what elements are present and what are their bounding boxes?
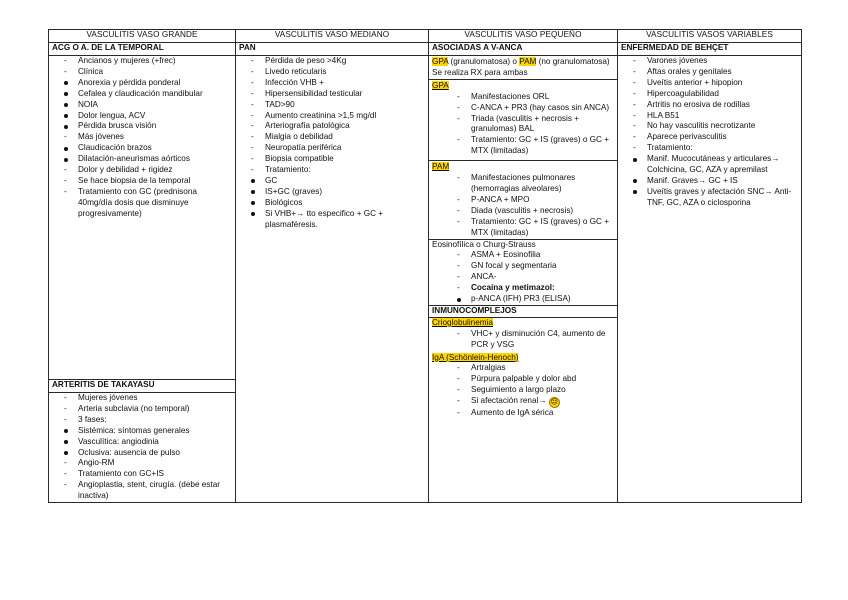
bullet-dash-icon (251, 165, 261, 176)
bullet-dot-icon (64, 121, 74, 132)
list-item (64, 56, 232, 67)
bullet-dot-icon (251, 198, 261, 209)
list-item (64, 480, 232, 502)
body-row-top (49, 56, 802, 380)
list-item-text: C-ANCA + PR3 (hay casos sin ANCA) (471, 102, 610, 112)
bullet-dash-icon (457, 283, 467, 294)
list-item-text: VHC+ y disminución C4, aumento de PCR y VSG (471, 328, 606, 349)
list-item-text: No hay vasculitis necrotizante (647, 121, 756, 131)
bullet-dash-icon (64, 132, 74, 143)
list-item (251, 209, 425, 231)
crio-list (445, 329, 614, 351)
gpa-highlight: GPA (432, 57, 449, 66)
list-item-text: Arteria subclavia (no temporal) (78, 403, 190, 413)
bullet-dot-icon (457, 294, 467, 305)
list-item-text: Tratamiento con GC+IS (78, 469, 164, 479)
bullet-dot-icon (64, 143, 74, 154)
list-item-text: Tratamiento: GC + IS (graves) o GC + MTX (limitadas) (471, 216, 610, 237)
pam-desc: (no granulomatosa) (536, 57, 610, 66)
list-item-text: Uveítis anterior + hipopion (647, 77, 743, 87)
list-item (457, 363, 614, 374)
bullet-dash-icon (251, 154, 261, 165)
acg-cell (49, 56, 236, 380)
list-item (64, 154, 232, 165)
list-item-text: Diada (vasculitis + necrosis) (471, 205, 574, 215)
list-item (251, 187, 425, 198)
list-item (633, 56, 798, 67)
list-item-text: GN focal y segmentaria (471, 261, 557, 271)
list-item (251, 78, 425, 89)
list-item-text: Tratamiento: (647, 143, 693, 153)
gpa-desc: (granulomatosa) o (448, 57, 520, 66)
list-item (251, 132, 425, 143)
list-item-text: Mialgia o debilidad (265, 132, 333, 142)
bullet-dash-icon (633, 100, 643, 111)
churg-list (445, 250, 614, 305)
bullet-dash-icon (251, 56, 261, 67)
bullet-dash-icon (457, 250, 467, 261)
list-item-text: Infección VHB + (265, 77, 324, 87)
list-item-text: IS+GC (graves) (265, 186, 323, 196)
bullet-dash-icon (633, 121, 643, 132)
list-item-text: Manif. Graves→ GC + IS (647, 175, 738, 185)
list-item (64, 469, 232, 480)
list-item-text: Clínica (78, 66, 104, 76)
list-item-text: Neuropatía periférica (265, 143, 342, 153)
sad-face-icon: ☹ (550, 399, 558, 407)
bullet-dash-icon (64, 393, 74, 404)
bullet-dash-icon (64, 415, 74, 426)
list-item (64, 437, 232, 448)
list-item-text: Biopsia compatible (265, 154, 334, 164)
list-item-text: Varones jóvenes (647, 56, 708, 65)
bullet-dash-icon (64, 404, 74, 415)
list-item (633, 111, 798, 122)
list-item (64, 89, 232, 100)
list-item (457, 173, 614, 195)
acg-list (52, 56, 232, 220)
bullet-dash-icon (64, 469, 74, 480)
list-item (633, 176, 798, 187)
bullet-dash-icon (633, 56, 643, 67)
list-item-text: Aumento de IgA sérica (471, 408, 554, 418)
list-item (457, 92, 614, 103)
list-item-text: P-ANCA + MPO (471, 194, 530, 204)
iga-label: IgA (Schönlein-Henoch) (432, 352, 519, 362)
bullet-dash-icon (457, 385, 467, 396)
list-item-text: Pérdida brusca visión (78, 121, 157, 131)
pam-subsection (429, 160, 617, 173)
bullet-dash-icon (457, 261, 467, 272)
list-item (64, 132, 232, 143)
bullet-dash-icon (457, 329, 467, 340)
header-row (49, 30, 802, 43)
list-item (457, 385, 614, 396)
list-item (457, 250, 614, 261)
list-item (251, 176, 425, 187)
list-item-text: Hipercoagulabilidad (647, 88, 719, 98)
bullet-dot-icon (633, 176, 643, 187)
bullet-dash-icon (457, 135, 467, 146)
list-item-text: Arteriografía patológica (265, 121, 350, 131)
pam-sub-label: PAM (432, 162, 450, 172)
list-item-text: NOIA (78, 99, 99, 109)
list-item-text: p-ANCA (IFH) PR3 (ELISA) (471, 294, 571, 304)
list-item (633, 67, 798, 78)
bullet-dash-icon (633, 111, 643, 122)
list-item-text: Manif. Mucocutáneas y articulares→ Colchicina, GC, AZA y apremilast (647, 154, 780, 175)
gpa-pam-intro (432, 56, 614, 68)
bullet-dash-icon (457, 363, 467, 374)
list-item-text: Si VHB+→ tto especifico + GC + plasmaféresis. (265, 208, 384, 229)
bullet-dot-icon (633, 187, 643, 198)
list-item-text: Uveítis graves y afectación SNC→ Anti-TNF, GC, AZA o ciclosporina (647, 186, 792, 207)
bullet-dash-icon (457, 396, 467, 407)
crio-label: Crioglobulinemia (432, 317, 493, 327)
list-item-text: Cefalea y claudicación mandibular (78, 88, 203, 98)
bullet-dash-icon (64, 56, 74, 67)
pequeno-cell (429, 56, 618, 503)
list-item (64, 67, 232, 78)
list-item-text: Angio-RM (78, 458, 115, 468)
list-item (64, 100, 232, 111)
list-item-text: Triada (vasculitis + necrosis + granulomas) BAL (471, 113, 579, 134)
bullet-dash-icon (64, 480, 74, 491)
list-item (457, 261, 614, 272)
list-item-text: Angioplastia, stent, cirugía. (debe estar inactiva) (78, 480, 220, 501)
list-item (251, 89, 425, 100)
bullet-dash-icon (251, 143, 261, 154)
pam-list (445, 173, 614, 238)
list-item-text: Cocaína y metimazol: (471, 283, 555, 293)
list-item-text: Manifestaciones ORL (471, 91, 550, 101)
list-item (457, 272, 614, 283)
bullet-dot-icon (64, 78, 74, 89)
list-item (633, 89, 798, 100)
list-item (251, 67, 425, 78)
behcet-title: ENFERMEDAD DE BEHÇET (618, 43, 802, 56)
bullet-dash-icon (251, 100, 261, 111)
list-item (251, 56, 425, 67)
list-item (457, 135, 614, 157)
list-item-text: Aparece perivasculitis (647, 132, 727, 142)
list-item (251, 198, 425, 209)
pan-cell (236, 56, 429, 503)
acg-title: ACG O A. DE LA TEMPORAL (49, 43, 236, 56)
list-item (64, 143, 232, 154)
list-item (457, 114, 614, 136)
bullet-dash-icon (251, 89, 261, 100)
list-item (457, 408, 614, 419)
bullet-dot-icon (64, 448, 74, 459)
anca-title: ASOCIADAS A V-ANCA (429, 43, 618, 56)
iga-subsection (432, 351, 614, 364)
list-item-text: ANCA- (471, 272, 497, 282)
list-item-text: Dilatación-aneurismas aórticos (78, 154, 190, 164)
list-item (64, 458, 232, 469)
list-item (457, 103, 614, 114)
list-item-text: Tratamiento: (265, 165, 311, 175)
bullet-dash-icon (64, 176, 74, 187)
gpa-subsection (429, 79, 617, 92)
gpa-sub-label: GPA (432, 80, 449, 90)
iga-list (445, 363, 614, 419)
list-item (251, 100, 425, 111)
list-item (457, 195, 614, 206)
bullet-dot-icon (64, 437, 74, 448)
header-vaso-grande: VASCULITIS VASO GRANDE (49, 30, 236, 43)
list-item (457, 396, 614, 408)
list-item (633, 121, 798, 132)
behcet-list (621, 56, 798, 209)
bullet-dash-icon (633, 78, 643, 89)
crio-subsection (429, 317, 617, 329)
list-item-text: Dolor lengua, ACV (78, 110, 146, 120)
list-item-text: Púrpura palpable y dolor abd (471, 374, 577, 384)
list-item-text: Dolor y debilidad + rigidez (78, 165, 173, 175)
list-item-text: GC (265, 175, 278, 185)
list-item-text: Aumento creatinina >1,5 mg/dl (265, 110, 377, 120)
bullet-dash-icon (633, 67, 643, 78)
list-item-text: ASMA + Eosinofilia (471, 250, 541, 260)
list-item-text: Anorexia y pérdida ponderal (78, 77, 181, 87)
list-item (457, 294, 614, 305)
header-vaso-pequeno: VASCULITIS VASO PEQUEÑO (429, 30, 618, 43)
pan-list (239, 56, 425, 231)
list-item-text: 3 fases: (78, 414, 107, 424)
list-item (251, 111, 425, 122)
bullet-dot-icon (64, 111, 74, 122)
inmuno-title: INMUNOCOMPLEJOS (429, 305, 617, 317)
list-item (457, 329, 614, 351)
bullet-dash-icon (457, 114, 467, 125)
bullet-dash-icon (64, 187, 74, 198)
bullet-dot-icon (251, 176, 261, 187)
bullet-dash-icon (457, 272, 467, 283)
list-item (633, 154, 798, 176)
vasculitis-table (48, 29, 802, 503)
bullet-dot-icon (633, 154, 643, 165)
list-item (251, 154, 425, 165)
list-item-text: Aftas orales y genitales (647, 66, 732, 76)
bullet-dot-icon (251, 187, 261, 198)
list-item (633, 132, 798, 143)
list-item-text: Pérdida de peso >4Kg (265, 56, 347, 65)
bullet-dash-icon (251, 132, 261, 143)
pam-highlight: PAM (519, 57, 537, 66)
list-item (64, 111, 232, 122)
list-item-text: Ancianos y mujeres (+frec) (78, 56, 176, 65)
list-item (64, 415, 232, 426)
bullet-dash-icon (633, 89, 643, 100)
gpa-list (445, 92, 614, 157)
takayasu-list (52, 393, 232, 502)
list-item (251, 121, 425, 132)
list-item-text: Mujeres jóvenes (78, 393, 138, 402)
list-item-text: Biológicos (265, 197, 303, 207)
list-item-text: Se hace biopsia de la temporal (78, 175, 191, 185)
bullet-dash-icon (457, 195, 467, 206)
behcet-cell (618, 56, 802, 503)
bullet-dot-icon (64, 426, 74, 437)
bullet-dash-icon (64, 165, 74, 176)
bullet-dash-icon (457, 217, 467, 228)
list-item-text: Si afectación renal→ (471, 396, 547, 406)
list-item (64, 404, 232, 415)
list-item-text: Manifestaciones pulmonares (hemorragias alveolares) (471, 173, 576, 193)
list-item (457, 206, 614, 217)
bullet-dash-icon (457, 206, 467, 217)
bullet-dash-icon (633, 143, 643, 154)
list-item-text: Artralgias (471, 363, 506, 373)
list-item-text: Sistémica: síntomas generales (78, 425, 190, 435)
header-vaso-mediano: VASCULITIS VASO MEDIANO (236, 30, 429, 43)
list-item (633, 100, 798, 111)
list-item-text: Seguimiento a largo plazo (471, 385, 566, 395)
bullet-dot-icon (64, 100, 74, 111)
takayasu-cell (49, 393, 236, 503)
bullet-dash-icon (457, 374, 467, 385)
list-item-text: HLA B51 (647, 110, 680, 120)
list-item (457, 283, 614, 294)
group-title-row (49, 43, 802, 56)
header-vasos-variables: VASCULITIS VASOS VARIABLES (618, 30, 802, 43)
rx-note: Se realiza RX para ambas (432, 67, 528, 77)
list-item (64, 165, 232, 176)
list-item (64, 393, 232, 404)
list-item (64, 187, 232, 220)
bullet-dash-icon (633, 132, 643, 143)
bullet-dash-icon (64, 458, 74, 469)
bullet-dash-icon (251, 121, 261, 132)
bullet-dash-icon (457, 173, 467, 184)
bullet-dot-icon (64, 154, 74, 165)
list-item (64, 448, 232, 459)
churg-title: Eosinofílica o Churg-Strauss (429, 239, 617, 251)
list-item (457, 374, 614, 385)
list-item-text: Hipersensibilidad testicular (265, 88, 363, 98)
list-item-text: Tratamiento: GC + IS (graves) o GC + MTX (limitadas) (471, 135, 610, 156)
list-item-text: Claudicación brazos (78, 143, 152, 153)
list-item (64, 426, 232, 437)
bullet-dash-icon (457, 92, 467, 103)
list-item (633, 187, 798, 209)
list-item (251, 165, 425, 176)
takayasu-title: ARTERITIS DE TAKAYASU (49, 380, 236, 393)
bullet-dash-icon (457, 408, 467, 419)
bullet-dot-icon (251, 209, 261, 220)
list-item (457, 217, 614, 239)
list-item-text: Oclusiva: ausencia de pulso (78, 447, 180, 457)
bullet-dash-icon (251, 67, 261, 78)
bullet-dash-icon (251, 111, 261, 122)
bullet-dash-icon (251, 78, 261, 89)
list-item-text: Livedo reticularis (265, 66, 327, 76)
bullet-dot-icon (64, 89, 74, 100)
list-item (633, 78, 798, 89)
list-item (64, 176, 232, 187)
list-item-text: Artritis no erosiva de rodillas (647, 99, 750, 109)
list-item-text: Tratamiento con GC (prednisona 40mg/día dosis que disminuye progresivamente) (78, 186, 197, 218)
list-item-text: TAD>90 (265, 99, 295, 109)
bullet-dash-icon (457, 103, 467, 114)
list-item (64, 78, 232, 89)
pan-title: PAN (236, 43, 429, 56)
list-item-text: Más jóvenes (78, 132, 124, 142)
list-item (633, 143, 798, 154)
list-item-text: Vasculítica: angiodinia (78, 436, 159, 446)
list-item (251, 143, 425, 154)
list-item (64, 121, 232, 132)
bullet-dash-icon (64, 67, 74, 78)
